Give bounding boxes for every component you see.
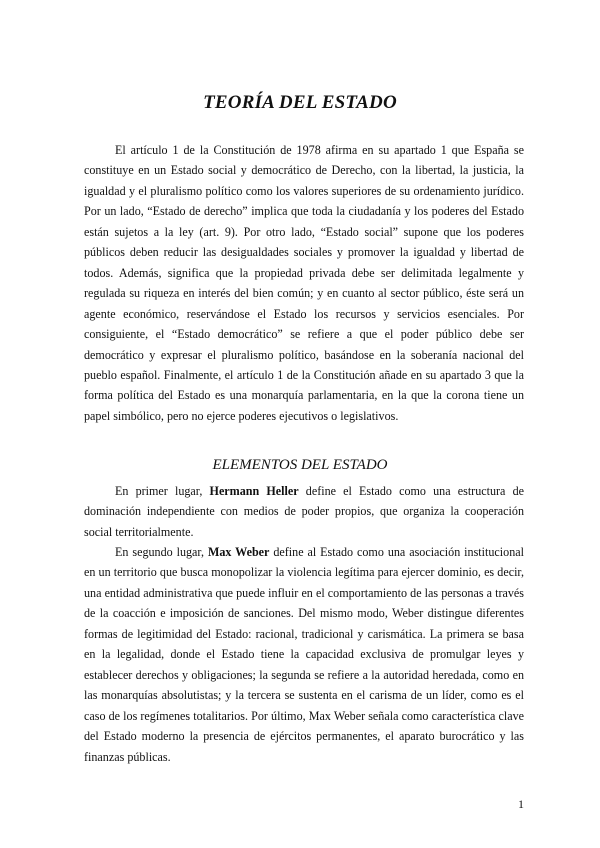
document-title: TEORÍA DEL ESTADO	[203, 92, 397, 113]
section-title: ELEMENTOS DEL ESTADO	[212, 457, 388, 473]
paragraph-constitution: El artículo 1 de la Constitución de 1978 afirma en su apartado 1 que España se constituye en un Estado social y democrático de Derecho, con la libertad, la justicia, la igualdad y el pluralismo político como los valores superiores de su ordenamiento jurídico. Por un lado, “Estado de derecho” implica que toda la ciudadanía y los poderes del Estado están sujetos a la ley (art. 9). Por otro lado, “Estado social” supone que los poderes públicos deben reducir las desigualdades sociales y promover la igualdad y libertad de todos. Además, significa que la propiedad privada debe ser delimitada legalmente y regulada su riqueza en interés del bien común; y en cuanto al sector público, éste será un agente económico, reservándose el Estado los recursos y servicios esenciales. Por consiguiente, el “Estado democrático” se refiere a que el poder público debe ser democrático y expresar el pluralismo político, basándose en la soberanía nacional del pueblo español. Finalmente, el artículo 1 de la Constitución añade en su apartado 3 que la forma política del Estado es una monarquía parlamentaria, en la que la corona tiene un papel simbólico, pero no ejerce poderes ejecutivos o legislativos.	[84, 143, 524, 423]
paragraph-heller-lead: En primer lugar,	[115, 484, 203, 498]
paragraph-weber-lead: En segundo lugar,	[115, 545, 204, 559]
paragraph-heller	[84, 481, 524, 542]
author-weber: Max Weber	[207, 545, 270, 559]
paragraph-weber	[84, 542, 524, 767]
paragraph-heller-text: define el Estado como una estructura de dominación independiente con medios de poder propios, que organiza la cooperación social territorialmente.	[84, 484, 524, 539]
author-heller: Hermann Heller	[209, 484, 299, 498]
page-number: 1	[518, 797, 524, 811]
paragraph-weber-text: define al Estado como una asociación institucional en un territorio que busca monopolizar la violencia legítima para ejercer dominio, es decir, una entidad administrativa que puede influir en el comportamiento de las personas a través de la coacción e imposición de sanciones. Del mismo modo, Weber distingue diferentes formas de legitimidad del Estado: racional, tradicional y carismática. La primera se basa en la legalidad, donde el Estado tiene la capacidad exclusiva de promulgar leyes y establecer derechos y obligaciones; la segunda se refiere a la autoridad heredada, como en las monarquías absolutistas; y la tercera se sustenta en el carisma de un líder, como es el caso de los regímenes totalitarios. Por último, Max Weber señala como característica clave del Estado moderno la presencia de ejércitos permanentes, el aparato burocrático y las finanzas públicas.	[84, 545, 524, 764]
